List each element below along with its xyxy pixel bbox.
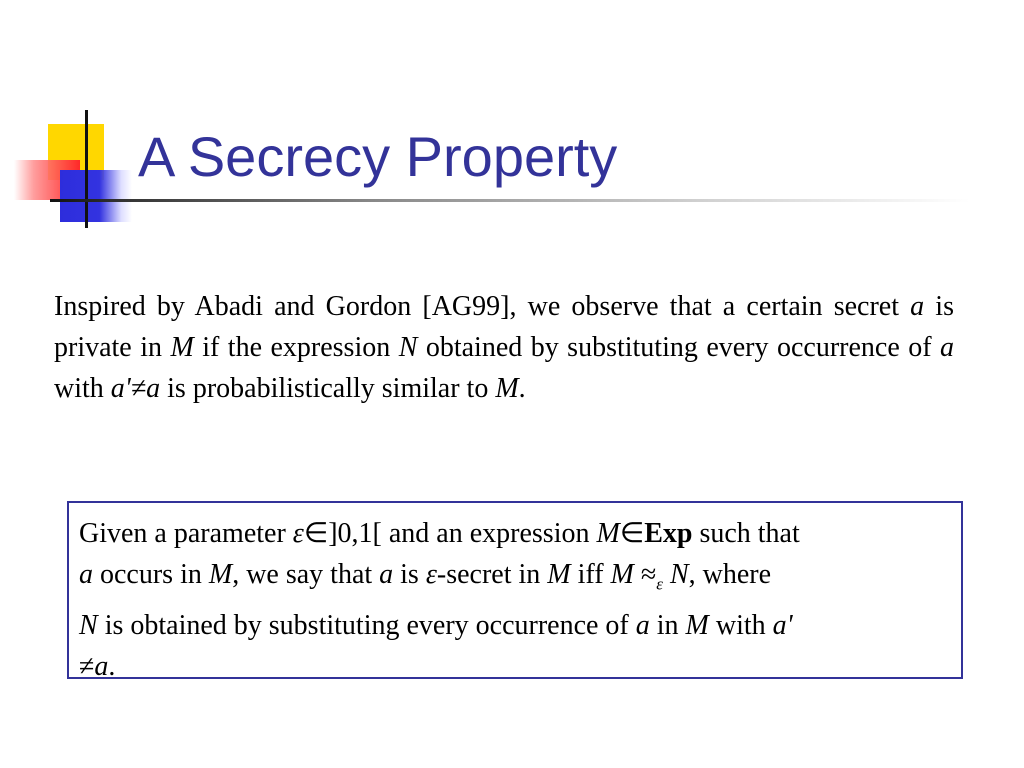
decor-blue-square — [60, 170, 132, 222]
title-underline — [50, 199, 970, 202]
intro-paragraph: Inspired by Abadi and Gordon [AG99], we observe that a certain secret a is private in M if the expression N obtained by substituting every occurrence of a with a'≠a is probabilistically similar to M. — [54, 291, 954, 404]
definition-text: Given a parameter ε∈]0,1[ and an expression M∈Exp such that a occurs in M, we say that a is ε-secret in M iff $M \approx_\varepsilon$ N, where N is obtained by substituting every occurrence of a in M with a' ≠a. — [79, 518, 800, 682]
definition-box — [67, 501, 963, 682]
decor-vertical-line — [85, 110, 88, 228]
slide-title: A Secrecy Property — [138, 125, 618, 188]
